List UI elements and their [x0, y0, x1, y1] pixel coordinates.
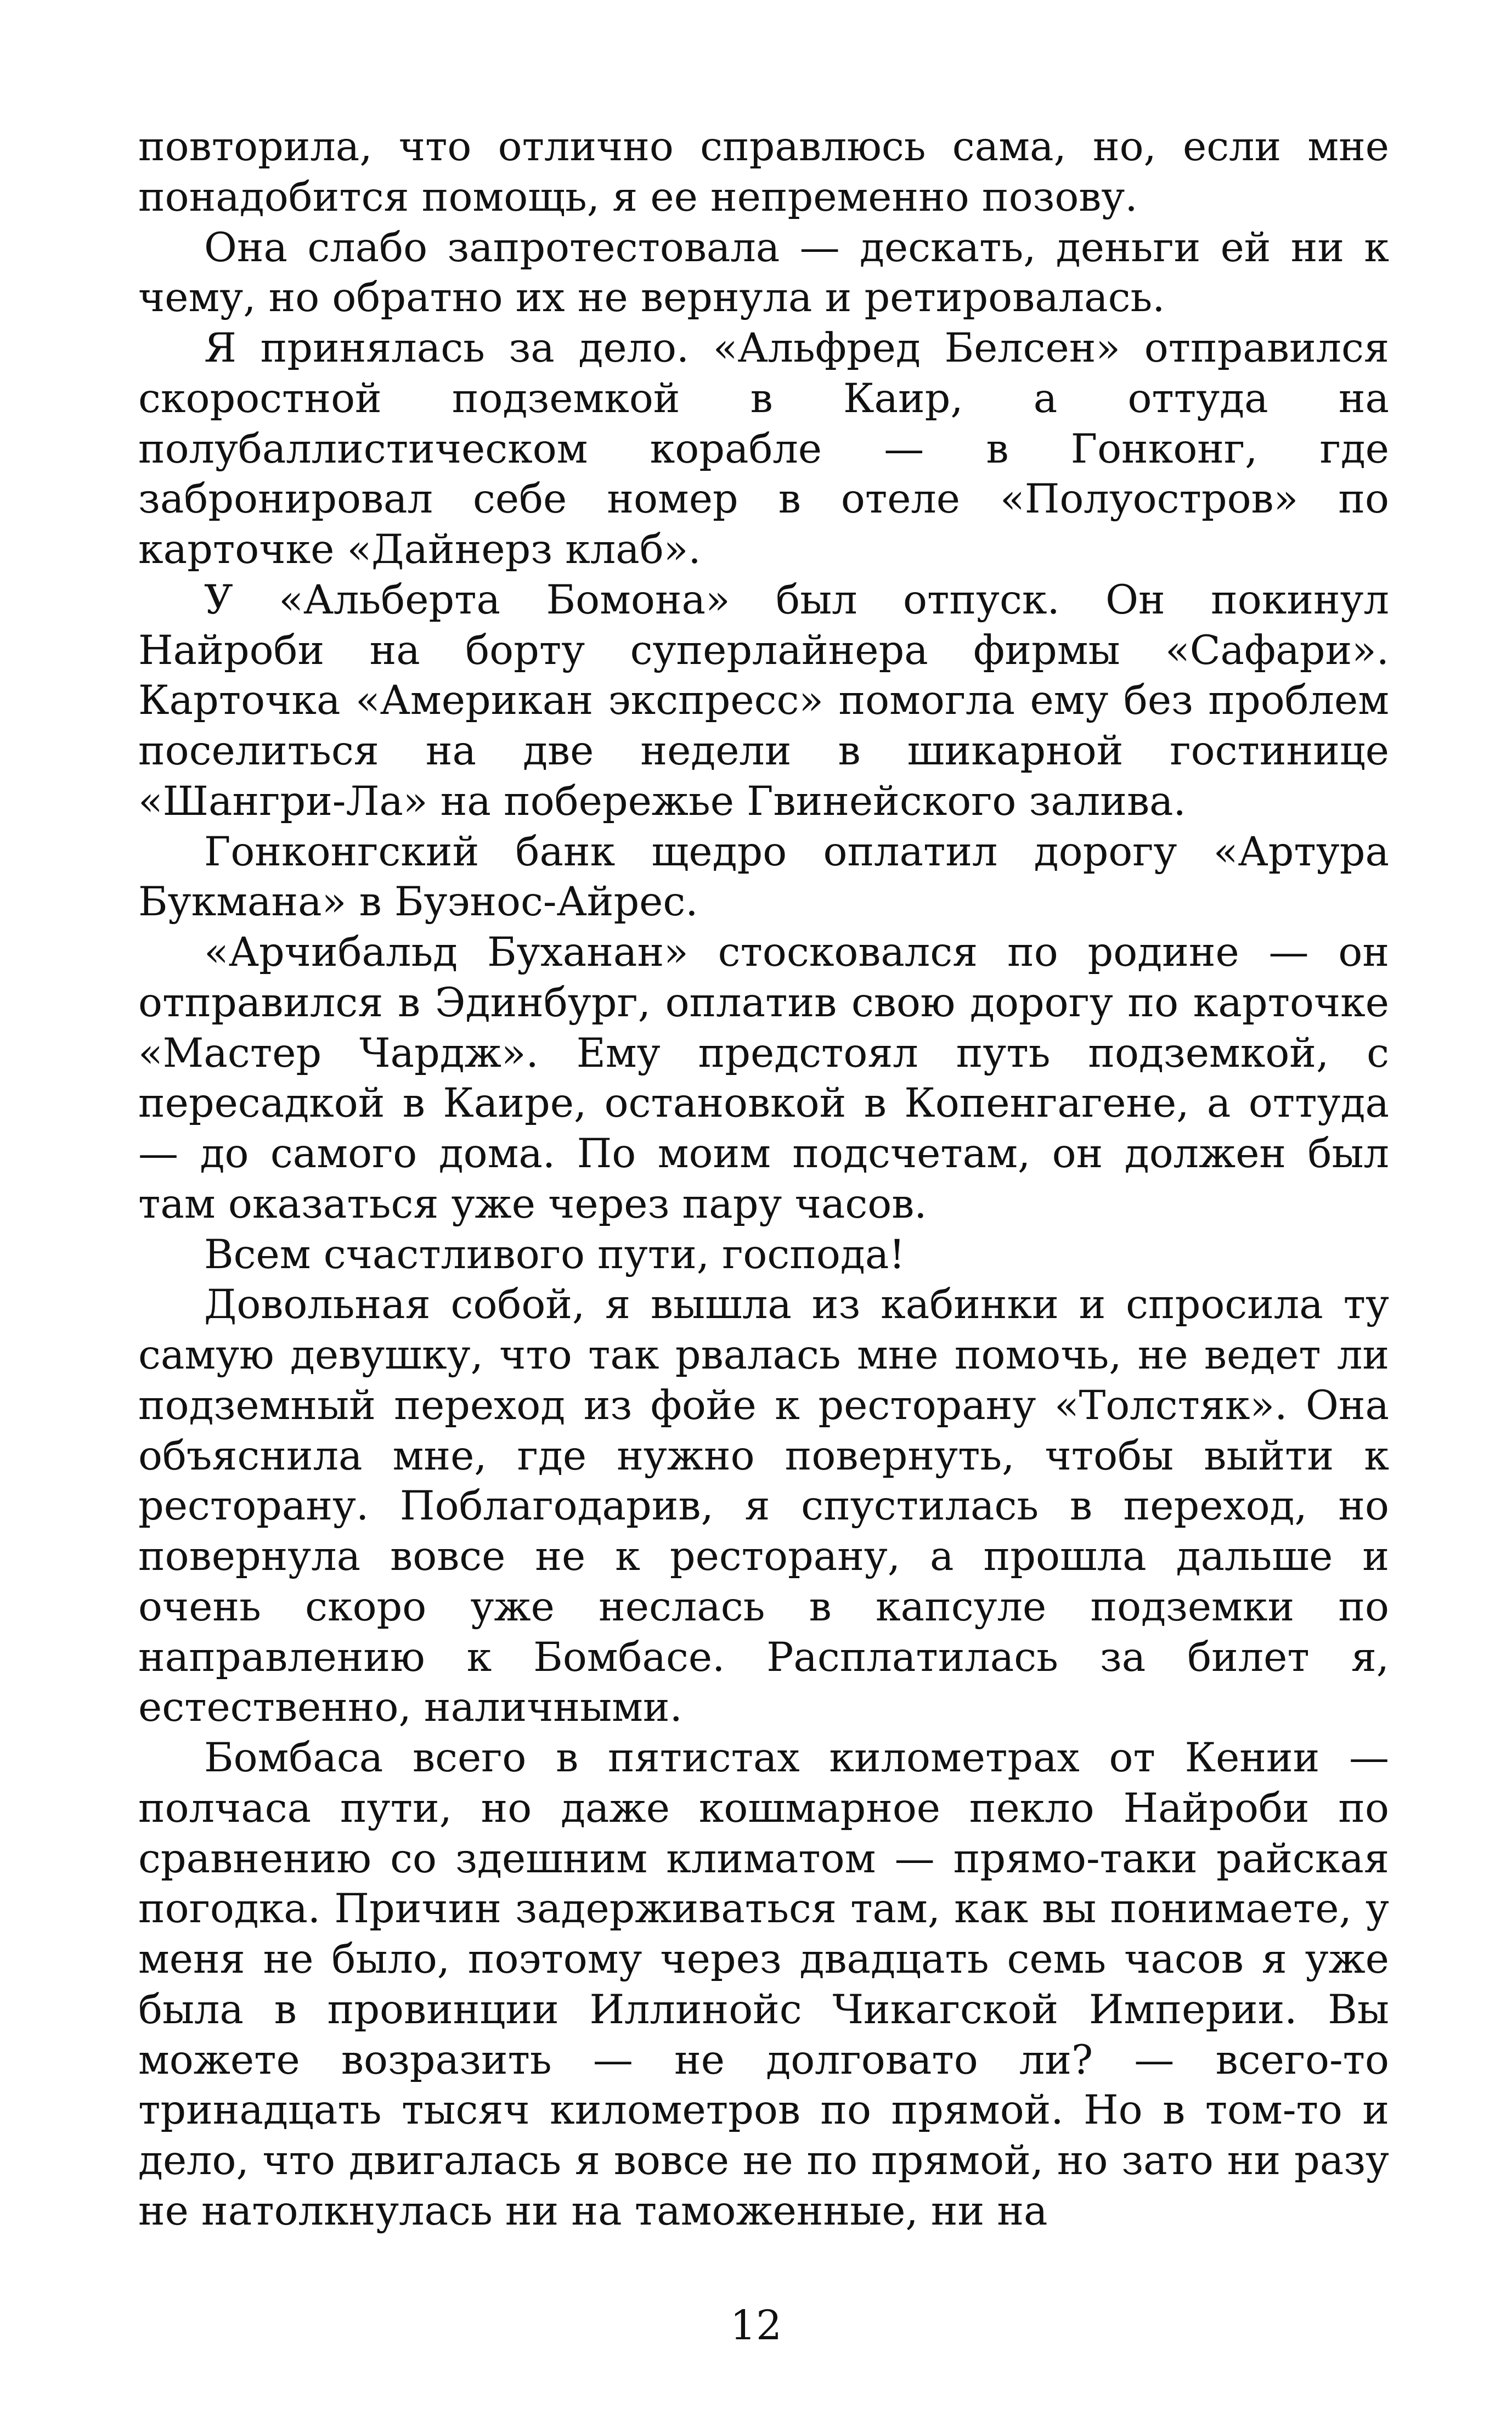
paragraph-1: повторила, что отлично справлюсь сама, но, если мне понадобится помощь, я ее непременно позову. — [138, 123, 1389, 221]
body-text — [138, 122, 1389, 2237]
paragraph-6: «Арчибальд Буханан» стосковался по родине — он отправился в Эдинбург, оплатив свою дорогу по карточке «Мастер Чардж». Ему предстоял путь подземкой, с пересадкой в Каире, остановкой в Копенгагене, а оттуда — до самого дома. По моим подсчетам, он должен был там оказаться уже через пару часов. — [138, 929, 1389, 1228]
paragraph-7: Всем счастливого пути, господа! — [204, 1231, 905, 1278]
paragraph-9: Бомбаса всего в пятистах километрах от Кении — полчаса пути, но даже кошмарное пекло Найроби по сравнению со здешним климатом — прямо-таки райская погодка. Причин задерживаться там, как вы понимаете, у меня не было, поэтому через двадцать семь часов я уже была в провинции Иллинойс Чикагской Империи. Вы можете возразить — не долговато ли? — всего-то тринадцать тысяч километров по прямой. Но в том-то и дело, что двигалась я вовсе не по прямой, но зато ни разу не натолкнулась ни на таможенные, ни на — [138, 1735, 1389, 2234]
paragraph-3: Я принялась за дело. «Альфред Белсен» отправился скоростной подземкой в Каир, а оттуда на полубаллистическом корабле — в Гонконг, где забронировал себе номер в отеле «Полуостров» по карточке «Дайнерз клаб». — [138, 325, 1389, 573]
page-number: 12 — [730, 2302, 782, 2349]
paragraph-4: У «Альберта Бомона» был отпуск. Он покинул Найроби на борту суперлайнера фирмы «Сафари». Карточка «Американ экспресс» помогла ему без проблем поселиться на две недели в шикарной гостинице «Шангри-Ла» на побережье Гвинейского залива. — [138, 576, 1389, 825]
paragraph-8: Довольная собой, я вышла из кабинки и спросила ту самую девушку, что так рвалась мне помочь, не ведет ли подземный переход из фойе к ресторану «Толстяк». Она объяснила мне, где нужно повернуть, чтобы выйти к ресторану. Поблагодарив, я спустилась в переход, но повернула вовсе не к ресторану, а прошла дальше и очень скоро уже неслась в капсуле подземки по направлению к Бомбасе. Расплатилась за билет я, естественно, наличными. — [138, 1281, 1389, 1731]
paragraph-2: Она слабо запротестовала — дескать, деньги ей ни к чему, но обратно их не вернула и ретировалась. — [138, 224, 1389, 322]
paragraph-5: Гонконгский банк щедро оплатил дорогу «Артура Букмана» в Буэнос-Айрес. — [138, 828, 1389, 926]
